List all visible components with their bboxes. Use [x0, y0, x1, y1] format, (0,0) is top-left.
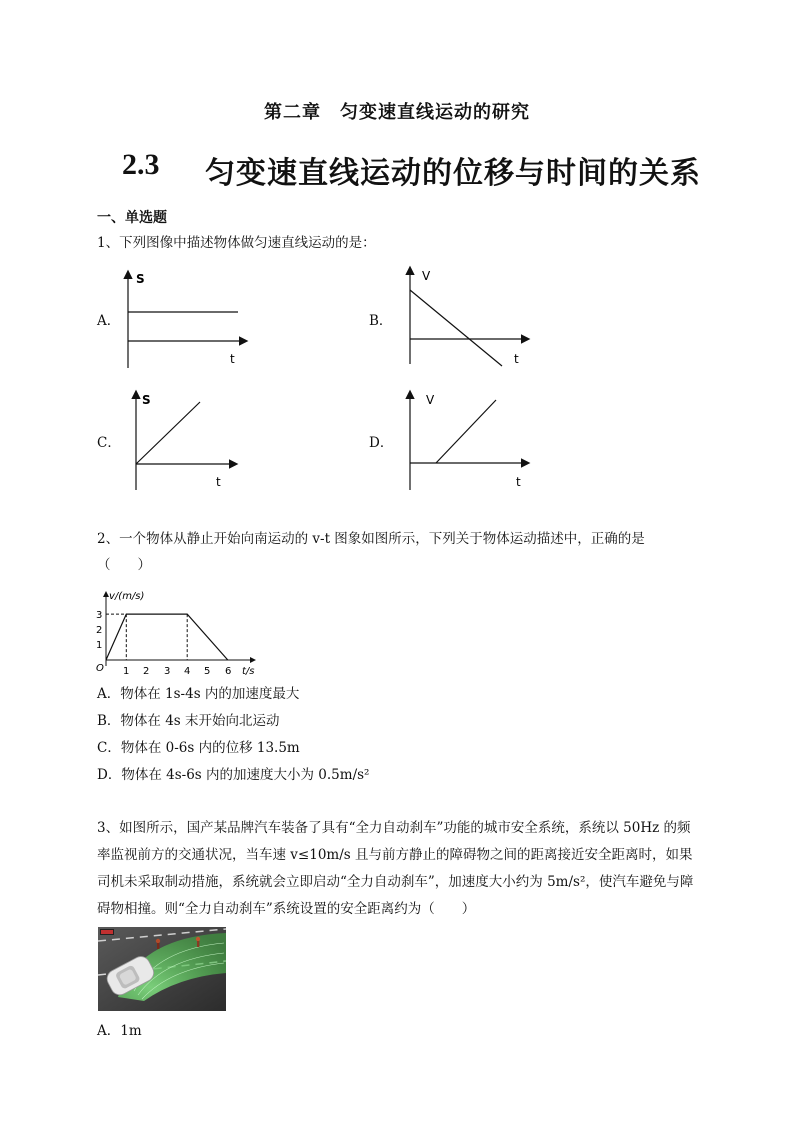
q1-option-d-label: D． [369, 435, 394, 451]
q2-x-tick-6: 6 [225, 666, 232, 677]
car-braking-photo [98, 927, 226, 1011]
q2-origin: O [96, 663, 104, 674]
q2-vt-graph [95, 588, 260, 680]
q2-x-tick-3: 3 [164, 666, 171, 677]
q2-y-tick-1: 1 [96, 640, 103, 651]
q1-c-y-label: S [142, 393, 151, 407]
q3-line-2: 率监视前方的交通状况，当车速 v≤10m/s 且与前方静止的障碍物之间的距离接近安全距离时，如果 [97, 847, 693, 863]
q1-a-x-label: t [230, 352, 235, 366]
q1-graph-c [126, 388, 246, 492]
q3-line-1: 3、如图所示，国产某品牌汽车装备了具有“全力自动刹车”功能的城市安全系统，系统以 50Hz 的频 [97, 820, 691, 836]
q2-stem: 2、一个物体从静止开始向南运动的 v-t 图象如图所示，下列关于物体运动描述中，正确的是 [97, 531, 645, 547]
q1-graph-a [118, 266, 258, 372]
q1-option-a-label: A． [97, 313, 121, 329]
q1-option-c-label: C． [97, 435, 121, 451]
q2-option-d: D．物体在 4s-6s 内的加速度大小为 0.5m/s² [97, 767, 370, 783]
q1-b-x-label: t [514, 352, 519, 366]
q2-option-c: C．物体在 0-6s 内的位移 13.5m [97, 740, 300, 756]
chapter-heading: 第二章 匀变速直线运动的研究 [264, 102, 530, 123]
q1-c-x-label: t [216, 475, 221, 489]
q3-line-3: 司机未采取制动措施，系统就会立即启动“全力自动刹车”，加速度大小约为 5m/s²，使汽车避免与障 [97, 874, 694, 890]
q1-d-x-label: t [516, 475, 521, 489]
part-label: 一、单选题 [97, 210, 167, 226]
q2-x-tick-1: 1 [123, 666, 130, 677]
q2-y-tick-3: 3 [96, 610, 103, 621]
q2-x-tick-2: 2 [143, 666, 150, 677]
q1-d-y-label: V [426, 393, 435, 407]
q2-x-tick-5: 5 [204, 666, 211, 677]
q1-graph-d [400, 388, 540, 492]
q2-y-tick-2: 2 [96, 625, 103, 636]
q1-b-y-label: V [422, 269, 431, 283]
q2-option-b: B．物体在 4s 末开始向北运动 [97, 713, 280, 729]
q3-option-a: A．1m [97, 1023, 142, 1039]
q2-paren: （ ） [97, 557, 151, 573]
q1-graph-b [400, 264, 540, 372]
q2-option-a: A．物体在 1s-4s 内的加速度最大 [97, 686, 300, 702]
section-number: 2.3 [122, 148, 160, 181]
section-title-text: 匀变速直线运动的位移与时间的关系 [205, 156, 701, 191]
q1-option-b-label: B． [369, 313, 393, 329]
q1-stem: 1、下列图像中描述物体做匀速直线运动的是： [97, 235, 376, 251]
q2-y-label: v/(m/s) [109, 591, 145, 602]
q3-line-4: 碍物相撞。则“全力自动刹车”系统设置的安全距离约为（ ） [97, 901, 476, 917]
q2-x-tick-4: 4 [184, 666, 191, 677]
q2-x-label: t/s [242, 666, 255, 677]
q1-a-y-label: S [136, 272, 145, 286]
